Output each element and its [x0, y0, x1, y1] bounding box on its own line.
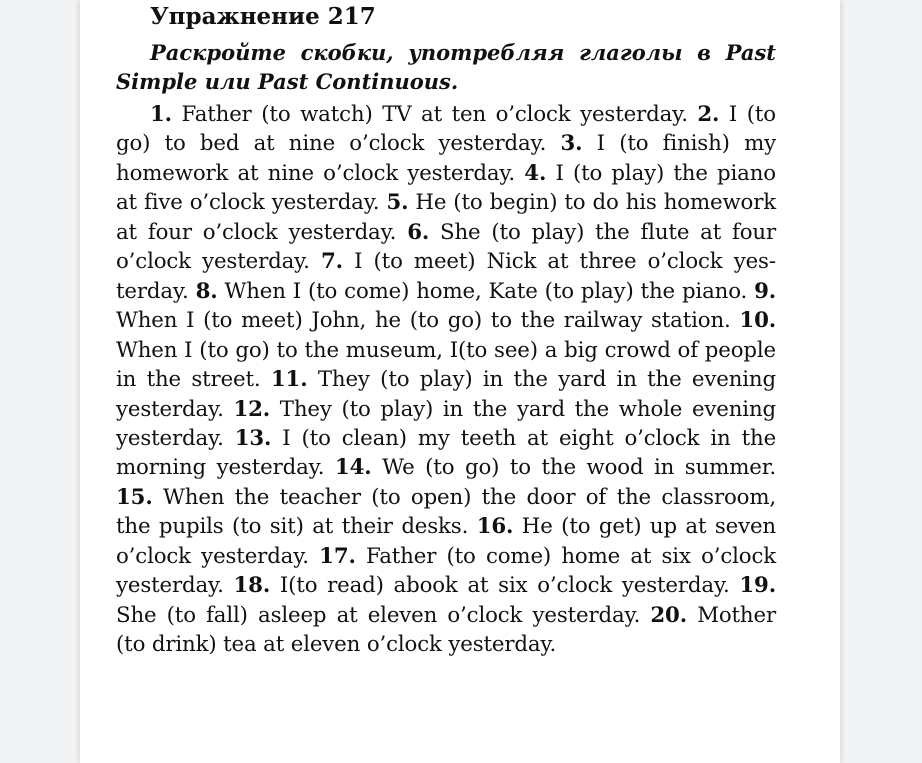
sentence-text: Father (to come) home at six o’clock yesterday. [116, 543, 777, 599]
sentence-number: 20. [650, 602, 687, 628]
sentence-number: 18. [233, 573, 271, 599]
sentence-text: When the teacher (to open) the door of the classroom, the pupils (to sit) at their desks. [116, 484, 776, 540]
sentence-text: I (to go) to bed at nine o’clock yesterday. [116, 102, 776, 157]
sentence-text: We (to go) to the wood in summer. [382, 455, 777, 481]
sentence-text: He (to begin) to do his homework at four o’clock yesterday. [116, 190, 776, 245]
sentence-text: When I (to go) to the museum, I(to see) a big crowd of people in the street. [116, 337, 776, 393]
sentence-number: 9. [754, 278, 777, 304]
sentence-number: 15. [116, 484, 153, 510]
sentence-number: 16. [476, 514, 514, 540]
sentence-number: 13. [234, 425, 272, 451]
sentence-number: 14. [334, 455, 372, 481]
sentence-number: 8. [195, 278, 218, 304]
sentence-number: 10. [739, 308, 777, 334]
sentence-text: I (to meet) Nick at three o’clock yesterday. [116, 249, 777, 304]
sentence-text: They (to play) in the yard in the evening yesterday. [116, 367, 776, 422]
exercise-body [116, 100, 776, 660]
sentence-text: Father (to watch) TV at ten o’clock yesterday. [181, 102, 688, 127]
sentence-number: 17. [319, 543, 356, 569]
exercise-instructions: Раскройте скобки, употребляя глаголы в Past Simple или Past Continuous. [116, 40, 776, 94]
sentence-number: 2. [697, 102, 720, 127]
document-page [80, 0, 840, 763]
sentence-number: 5. [386, 190, 409, 216]
sentence-text: She (to play) the flute at four o’clock yesterday. [116, 219, 777, 275]
sentence-text: I (to finish) my homework at nine o’clock yesterday. [116, 131, 776, 186]
sentence-text: He (to get) up at seven o’clock yesterday. [116, 514, 776, 569]
sentence-number: 11. [270, 367, 308, 393]
sentence-text: They (to play) in the yard the whole evening yesterday. [116, 396, 777, 451]
sentence-text: I (to clean) my teeth at eight o’clock in the morning yesterday. [116, 425, 777, 481]
sentence-text: I (to play) the piano at five o’clock yesterday. [116, 160, 776, 216]
sentence-number: 7. [320, 249, 343, 275]
sentence-number: 1. [150, 102, 172, 127]
sentence-number: 19. [739, 573, 776, 599]
sentence-text: I(to read) abook at six o’clock yesterday. [279, 573, 730, 599]
sentence-number: 12. [233, 396, 271, 422]
sentence-text: When I (to come) home, Kate (to play) the piano. [224, 278, 748, 304]
sentence-number: 3. [560, 131, 583, 157]
sentence-text: Mother (to drink) tea at eleven o’clock yesterday. [116, 602, 776, 658]
exercise-title: Упражнение 217 [150, 3, 376, 30]
sentence-number: 4. [524, 160, 547, 186]
sentence-text: When I (to meet) John, he (to go) to the railway station. [116, 308, 731, 334]
sentence-number: 6. [407, 219, 430, 245]
sentence-text: She (to fall) asleep at eleven o’clock yesterday. [116, 602, 641, 628]
document-content [116, 2, 776, 660]
